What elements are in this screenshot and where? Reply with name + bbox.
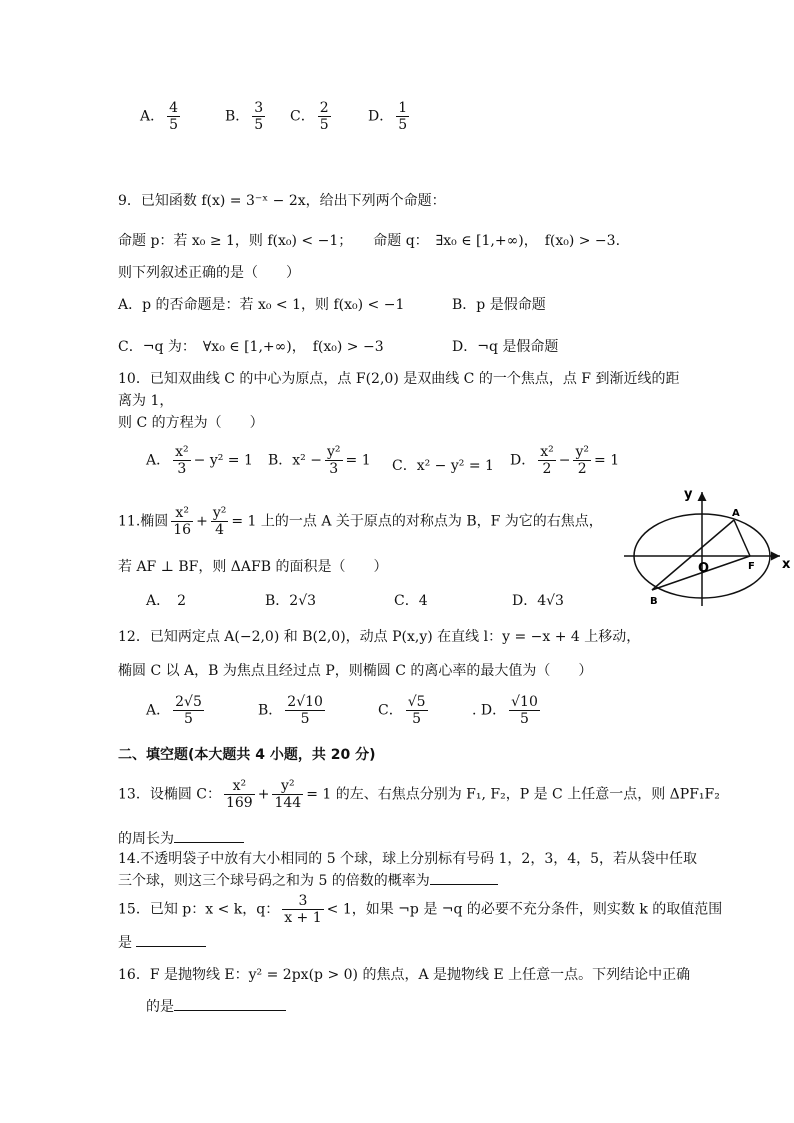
- q9-option-c[interactable]: C．¬q 为： ∀x₀ ∈ [1,+∞)， f(x₀) > −3: [118, 339, 384, 355]
- fraction: $\frac{\text{y²}}{144}$: [274, 778, 302, 811]
- answer-blank[interactable]: [136, 932, 206, 947]
- fraction: $\frac{3}{5}$: [254, 100, 264, 133]
- q12-option-c[interactable]: C． $\frac{√5}{5}$: [378, 694, 426, 727]
- q10-option-d[interactable]: D． $\frac{\text{x²}}{2}$ − $\frac{\text{y²}}{2}$ = 1: [510, 444, 620, 477]
- fraction: $\frac{√10}{5}$: [511, 694, 538, 727]
- fraction: $\frac{\text{y²}}{3}$: [326, 444, 341, 477]
- fraction: $\frac{\text{x²}}{3}$: [175, 444, 189, 477]
- origin-label: O: [698, 561, 710, 576]
- q8-option-a[interactable]: A． $\frac{4}{5}$: [140, 100, 179, 133]
- q15-line2: 是: [118, 932, 206, 952]
- q10-line2: 离为 1，: [118, 393, 174, 409]
- x-label: x: [782, 557, 791, 572]
- q11-line2: 若 AF ⊥ BF，则 ΔAFB 的面积是（ ）: [118, 559, 388, 575]
- y-label: y: [684, 487, 693, 502]
- q12-option-d[interactable]: . D． $\frac{√10}{5}$: [472, 694, 538, 727]
- fraction: $\frac{2}{5}$: [319, 100, 329, 133]
- fraction: $\frac{\text{y²}}{4}$: [212, 505, 227, 538]
- fraction: $\frac{4}{5}$: [169, 100, 179, 133]
- q13-line1: 13．设椭圆 C： $\frac{\text{x²}}{169}$ + $\frac{\text{y²}}{144}$ = 1 的左、右焦点分别为 F₁, F₂，P 是 C 上任意一点，则 ΔPF₁F₂: [118, 778, 720, 811]
- ellipse-figure: [620, 482, 792, 610]
- answer-blank[interactable]: [174, 996, 286, 1011]
- q11-option-b[interactable]: B．2√3: [265, 593, 317, 609]
- fraction: $\frac{\text{x²}}{169}$: [225, 778, 253, 811]
- fraction: $\frac{\text{x²}}{16}$: [173, 505, 192, 538]
- q15-line1: 15．已知 p：x < k，q： $\frac{3}{x + 1}$ < 1，如果 ¬p 是 ¬q 的必要不充分条件，则实数 k 的取值范围: [118, 893, 723, 926]
- q10-option-b[interactable]: B．x² − $\frac{\text{y²}}{3}$ = 1: [268, 444, 371, 477]
- fraction: $\frac{√5}{5}$: [407, 694, 426, 727]
- q9-option-b[interactable]: B．p 是假命题: [452, 297, 546, 313]
- q13-line2: 的周长为: [118, 828, 244, 848]
- q12-line1: 12．已知两定点 A(−2,0) 和 B(2,0)，动点 P(x,y) 在直线 l：y = −x + 4 上移动，: [118, 629, 641, 645]
- point-f-label: F: [748, 561, 755, 572]
- q8-option-b[interactable]: B． $\frac{3}{5}$: [225, 100, 264, 133]
- q16-line2: 的是: [146, 996, 286, 1016]
- point-b-label: B: [650, 596, 658, 607]
- q8-option-d[interactable]: D． $\frac{1}{5}$: [368, 100, 408, 133]
- q10-line3: 则 C 的方程为（ ）: [118, 415, 264, 431]
- q9-propositions: 命题 p：若 x₀ ≥ 1，则 f(x₀) < −1； 命题 q： ∃x₀ ∈ [1,+∞)， f(x₀) > −3.: [118, 233, 621, 249]
- segment-ab: [652, 520, 734, 590]
- fraction: $\frac{2√10}{5}$: [287, 694, 323, 727]
- q9-option-d[interactable]: D．¬q 是假命题: [452, 339, 559, 355]
- answer-blank[interactable]: [174, 828, 244, 843]
- point-a-label: A: [732, 508, 740, 519]
- q10-option-a[interactable]: A． $\frac{\text{x²}}{3}$ − y² = 1: [146, 444, 253, 477]
- q9-stem: 9．已知函数 f(x) = 3⁻ˣ − 2x，给出下列两个命题：: [118, 193, 446, 209]
- q11-option-c[interactable]: C．4: [394, 593, 428, 609]
- fraction: $\frac{2√5}{5}$: [175, 694, 202, 727]
- fraction: $\frac{\text{x²}}{2}$: [540, 444, 554, 477]
- q11-option-a[interactable]: A． 2: [146, 593, 187, 609]
- q8-option-c[interactable]: C． $\frac{2}{5}$: [290, 100, 329, 133]
- fraction: $\frac{\text{y²}}{2}$: [575, 444, 590, 477]
- q9-question: 则下列叙述正确的是（ ）: [118, 265, 300, 281]
- q16-line1: 16．F 是抛物线 E：y² = 2px(p > 0) 的焦点，A 是抛物线 E 上任意一点。下列结论中正确: [118, 967, 691, 983]
- fraction: $\frac{3}{x + 1}$: [284, 893, 322, 926]
- q14-line2: 三个球，则这三个球号码之和为 5 的倍数的概率为: [118, 870, 498, 890]
- q10-option-c[interactable]: C．x² − y² = 1: [392, 458, 494, 474]
- q11-line1: 11.椭圆 $\frac{\text{x²}}{16}$ + $\frac{\text{y²}}{4}$ = 1 上的一点 A 关于原点的对称点为 B，F 为它的右焦点，: [118, 505, 603, 538]
- q12-option-a[interactable]: A． $\frac{2√5}{5}$: [146, 694, 202, 727]
- answer-blank[interactable]: [430, 870, 498, 885]
- q12-option-b[interactable]: B． $\frac{2√10}{5}$: [258, 694, 323, 727]
- fraction: $\frac{1}{5}$: [398, 100, 408, 133]
- q14-line1: 14.不透明袋子中放有大小相同的 5 个球，球上分别标有号码 1，2，3，4，5，若从袋中任取: [118, 851, 698, 867]
- q12-line2: 椭圆 C 以 A，B 为焦点且经过点 P，则椭圆 C 的离心率的最大值为（ ）: [118, 663, 593, 679]
- q9-option-a[interactable]: A．p 的否命题是：若 x₀ < 1，则 f(x₀) < −1: [118, 297, 405, 313]
- q11-option-d[interactable]: D．4√3: [512, 593, 564, 609]
- section-heading: 二、填空题(本大题共 4 小题，共 20 分): [118, 747, 376, 763]
- q10-line1: 10．已知双曲线 C 的中心为原点，点 F(2,0) 是双曲线 C 的一个焦点，点 F 到渐近线的距: [118, 371, 680, 387]
